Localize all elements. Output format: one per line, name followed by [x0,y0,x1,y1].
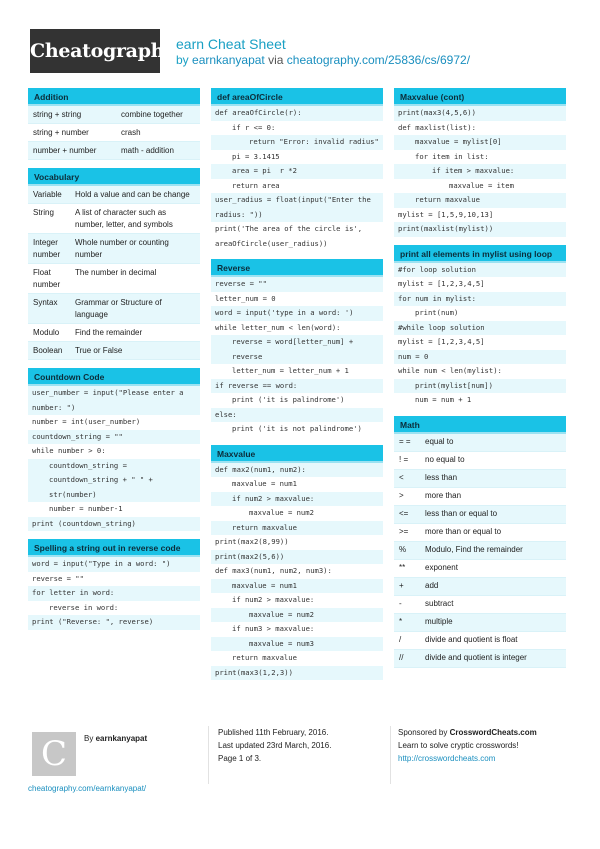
print-all-heading: print all elements in mylist using loop [394,245,566,263]
table-row [394,434,566,452]
countdown-code [28,386,200,531]
table-row [394,452,566,470]
code-line: reverse in word: [49,602,119,612]
term: + [399,581,404,590]
definition: A list of character such as number, letter, and symbols [75,207,173,229]
definition: Grammar or Structure of language [75,297,162,319]
addition-heading: Addition [28,88,200,106]
code-line: print(max3(1,2,3)) [211,666,383,681]
code-line: if r <= 0: [232,122,276,132]
code-line: print (countdown_string) [28,517,200,532]
definition: subtract [425,599,454,608]
sponsor-line [398,726,572,739]
table-row [28,204,200,234]
code-line: countdown_string = "" [28,430,200,445]
code-line: return maxvalue [394,193,566,208]
definition: Whole number or counting number [75,237,169,259]
maxvalue-cont-block [394,88,566,237]
code-line: reverse = word[letter_num] + reverse [211,335,383,364]
code-line: print(mylist[num]) [394,379,566,394]
profile-link[interactable]: cheatography.com/earnkanyapat/ [28,784,147,793]
code-line: mylist = [1,2,3,4,5] [398,279,485,288]
term: <= [399,509,409,518]
term: >= [399,527,409,536]
term: / [399,635,402,644]
author-link[interactable]: earnkanyapat [192,53,265,67]
code-line: maxvalue = num1 [211,579,383,594]
table-row [28,324,200,342]
vocabulary-heading: Vocabulary [28,168,200,186]
sheet-link[interactable]: cheatography.com/25836/cs/6972/ [286,53,471,67]
code-line: mylist = [1,2,3,4,5] [398,337,485,346]
code-line: print(num) [415,308,459,317]
avatar: C [32,732,76,776]
code-line: number = number-1 [49,504,123,513]
definition: add [425,581,439,590]
term: < [399,473,404,482]
definition: less than or equal to [425,509,498,518]
footer-divider [390,726,391,784]
maxvalue-cont-heading: Maxvalue (cont) [394,88,566,106]
maxvalue-heading: Maxvalue [211,445,383,463]
published-date: Published 11th February, 2016. [218,728,329,737]
definition: crash [121,127,141,137]
code-line: num = num + 1 [415,395,472,404]
code-line: def maxlist(list): [398,122,476,132]
term: string + string [33,109,82,119]
column-1 [28,88,200,638]
code-line: reverse = "" [211,277,383,292]
term: > [399,491,404,500]
term: Syntax [33,297,58,307]
table-row [394,596,566,614]
vocabulary-table [28,186,200,360]
table-row [394,650,566,668]
code-line: print(max2(8,99)) [215,537,289,546]
term: // [399,653,404,662]
area-code [211,106,383,251]
code-line: maxvalue = num1 [232,479,297,488]
footer-divider [208,726,209,784]
definition: The number in decimal [75,267,157,277]
code-line: return "Error: invalid radius" [211,135,383,150]
definition: equal to [425,437,454,446]
code-line: maxvalue = num2 [211,608,383,623]
term: Float number [33,267,61,289]
table-row [28,186,200,204]
term: string + number [33,127,89,137]
code-line: maxvalue = mylist[0] [394,135,566,150]
definition: less than [425,473,458,482]
code-line: for num in mylist: [394,292,566,307]
countdown-block [28,368,200,531]
table-row [394,632,566,650]
table-row [394,524,566,542]
code-line: maxvalue = num2 [249,508,314,517]
definition: no equal to [425,455,465,464]
definition: combine together [121,109,183,119]
term: number + number [33,145,97,155]
table-row [394,488,566,506]
code-line: if num2 > maxvalue: [211,492,383,507]
page-footer [28,726,572,796]
table-row [394,578,566,596]
code-line: word = input("Type in a word: ") [28,557,200,572]
updated-date: Last updated 23rd March, 2016. [218,741,332,750]
footer-by-label: By [84,734,94,743]
reverse-spelling-code [28,557,200,630]
code-line: return area [232,180,280,190]
footer-dates [218,726,388,765]
definition: True or False [75,345,123,355]
code-line: while num < len(mylist): [398,366,502,375]
reverse-spelling-block [28,539,200,630]
table-row [28,264,200,294]
reverse-block [211,259,383,437]
table-row [28,234,200,264]
term: Boolean [33,345,63,355]
definition: Hold a value and can be change [75,189,190,199]
term: ! = [399,455,409,464]
footer-byline [84,732,147,745]
countdown-heading: Countdown Code [28,368,200,386]
code-line: def max2(num1, num2): [211,463,383,478]
code-line: user_radius = float(input("Enter the radius: ")) [211,193,383,222]
math-table [394,434,566,668]
code-line: return maxvalue [232,653,297,662]
reverse-heading: Reverse [211,259,383,277]
sponsor-tagline: Learn to solve cryptic crosswords! [398,741,519,750]
code-line: pi = 3.1415 [232,151,280,161]
footer-author-name[interactable]: earnkanyapat [95,734,148,743]
code-line: def max3(num1, num2, num3): [215,566,332,575]
addition-block [28,88,200,160]
code-line: num = 0 [394,350,566,365]
code-line: print('The area of the circle is', areaOfCircle(user_radius)) [215,224,367,248]
code-line: letter_num = 0 [215,293,276,303]
code-line: maxvalue = item [449,180,514,190]
definition: math - addition [121,145,174,155]
code-line: area = pi r *2 [211,164,383,179]
definition: divide and quotient is float [425,635,518,644]
code-line: #for loop solution [394,263,566,278]
table-row [28,294,200,324]
sponsor-name[interactable]: CrosswordCheats.com [449,728,537,737]
area-block [211,88,383,251]
sponsor-label: Sponsored by [398,728,448,737]
code-line: while number > 0: [32,446,106,455]
table-row [28,342,200,360]
term: String [33,207,54,217]
sponsor-link[interactable]: http://crosswordcheats.com [398,754,496,763]
by-prefix: by [176,53,189,67]
table-row [394,542,566,560]
code-line: user_number = input("Please enter a number: ") [28,386,200,415]
code-line: while letter_num < len(word): [215,322,341,332]
reverse-spelling-heading: Spelling a string out in reverse code [28,539,200,557]
term: Variable [33,189,62,199]
column-3 [394,88,566,676]
term: = = [399,437,411,446]
code-line: print ("Reverse: ", reverse) [28,615,200,630]
term: Modulo [33,327,60,337]
definition: more than or equal to [425,527,502,536]
code-line: mylist = [1,5,9,10,13] [398,209,494,219]
column-2 [211,88,383,688]
author-line [176,53,470,67]
print-all-code [394,263,566,408]
cheatography-logo[interactable]: Cheatography [30,29,160,73]
definition: divide and quotient is integer [425,653,527,662]
code-line: number = int(user_number) [32,417,141,426]
via-label: via [268,53,284,67]
code-line: #while loop solution [394,321,566,336]
maxvalue-code [211,463,383,681]
code-line: print(maxlist(mylist)) [394,222,566,237]
math-block [394,416,566,668]
definition: exponent [425,563,458,572]
table-row [394,506,566,524]
definition: multiple [425,617,453,626]
code-line: if item > maxvalue: [394,164,566,179]
code-line: print ('it is not palindrome') [232,424,362,433]
code-line: letter_num = letter_num + 1 [232,366,349,375]
code-line: if num3 > maxvalue: [232,624,315,633]
table-row [394,614,566,632]
definition: Modulo, Find the remainder [425,545,523,554]
term: - [399,599,402,608]
code-line: word = input('type in a word: ') [211,306,383,321]
maxvalue-block [211,445,383,681]
code-line: else: [211,408,383,423]
code-line: print(max2(5,6)) [211,550,383,565]
term: * [399,617,403,626]
code-line: if reverse == word: [211,379,383,394]
code-line: maxvalue = num3 [211,637,383,652]
definition: more than [425,491,462,500]
code-line: print ('it is palindrome') [232,395,345,404]
definition: Find the remainder [75,327,143,337]
code-line: reverse = "" [32,573,84,583]
table-row [28,124,200,142]
code-line: def areaOfCircle(r): [211,106,383,121]
math-heading: Math [394,416,566,434]
code-line: for letter in word: [28,586,200,601]
code-line: return maxvalue [211,521,383,536]
page-number: Page 1 of 3. [218,754,262,763]
page-title: earn Cheat Sheet [176,36,286,52]
term: Integer number [33,237,61,259]
code-line: if num2 > maxvalue: [232,595,315,604]
code-line: for item in list: [415,151,489,161]
area-heading: def areaOfCircle [211,88,383,106]
table-row [28,106,200,124]
vocabulary-block [28,168,200,360]
code-line: countdown_string = countdown_string + " " + str(number) [28,459,200,503]
code-line: print(max3(4,5,6)) [394,106,566,121]
term: ** [399,563,406,572]
print-all-block [394,245,566,408]
table-row [394,470,566,488]
addition-table [28,106,200,160]
table-row [28,142,200,160]
maxvalue-cont-code [394,106,566,237]
reverse-code [211,277,383,437]
footer-sponsor [398,726,572,765]
table-row [394,560,566,578]
term: % [399,545,407,554]
